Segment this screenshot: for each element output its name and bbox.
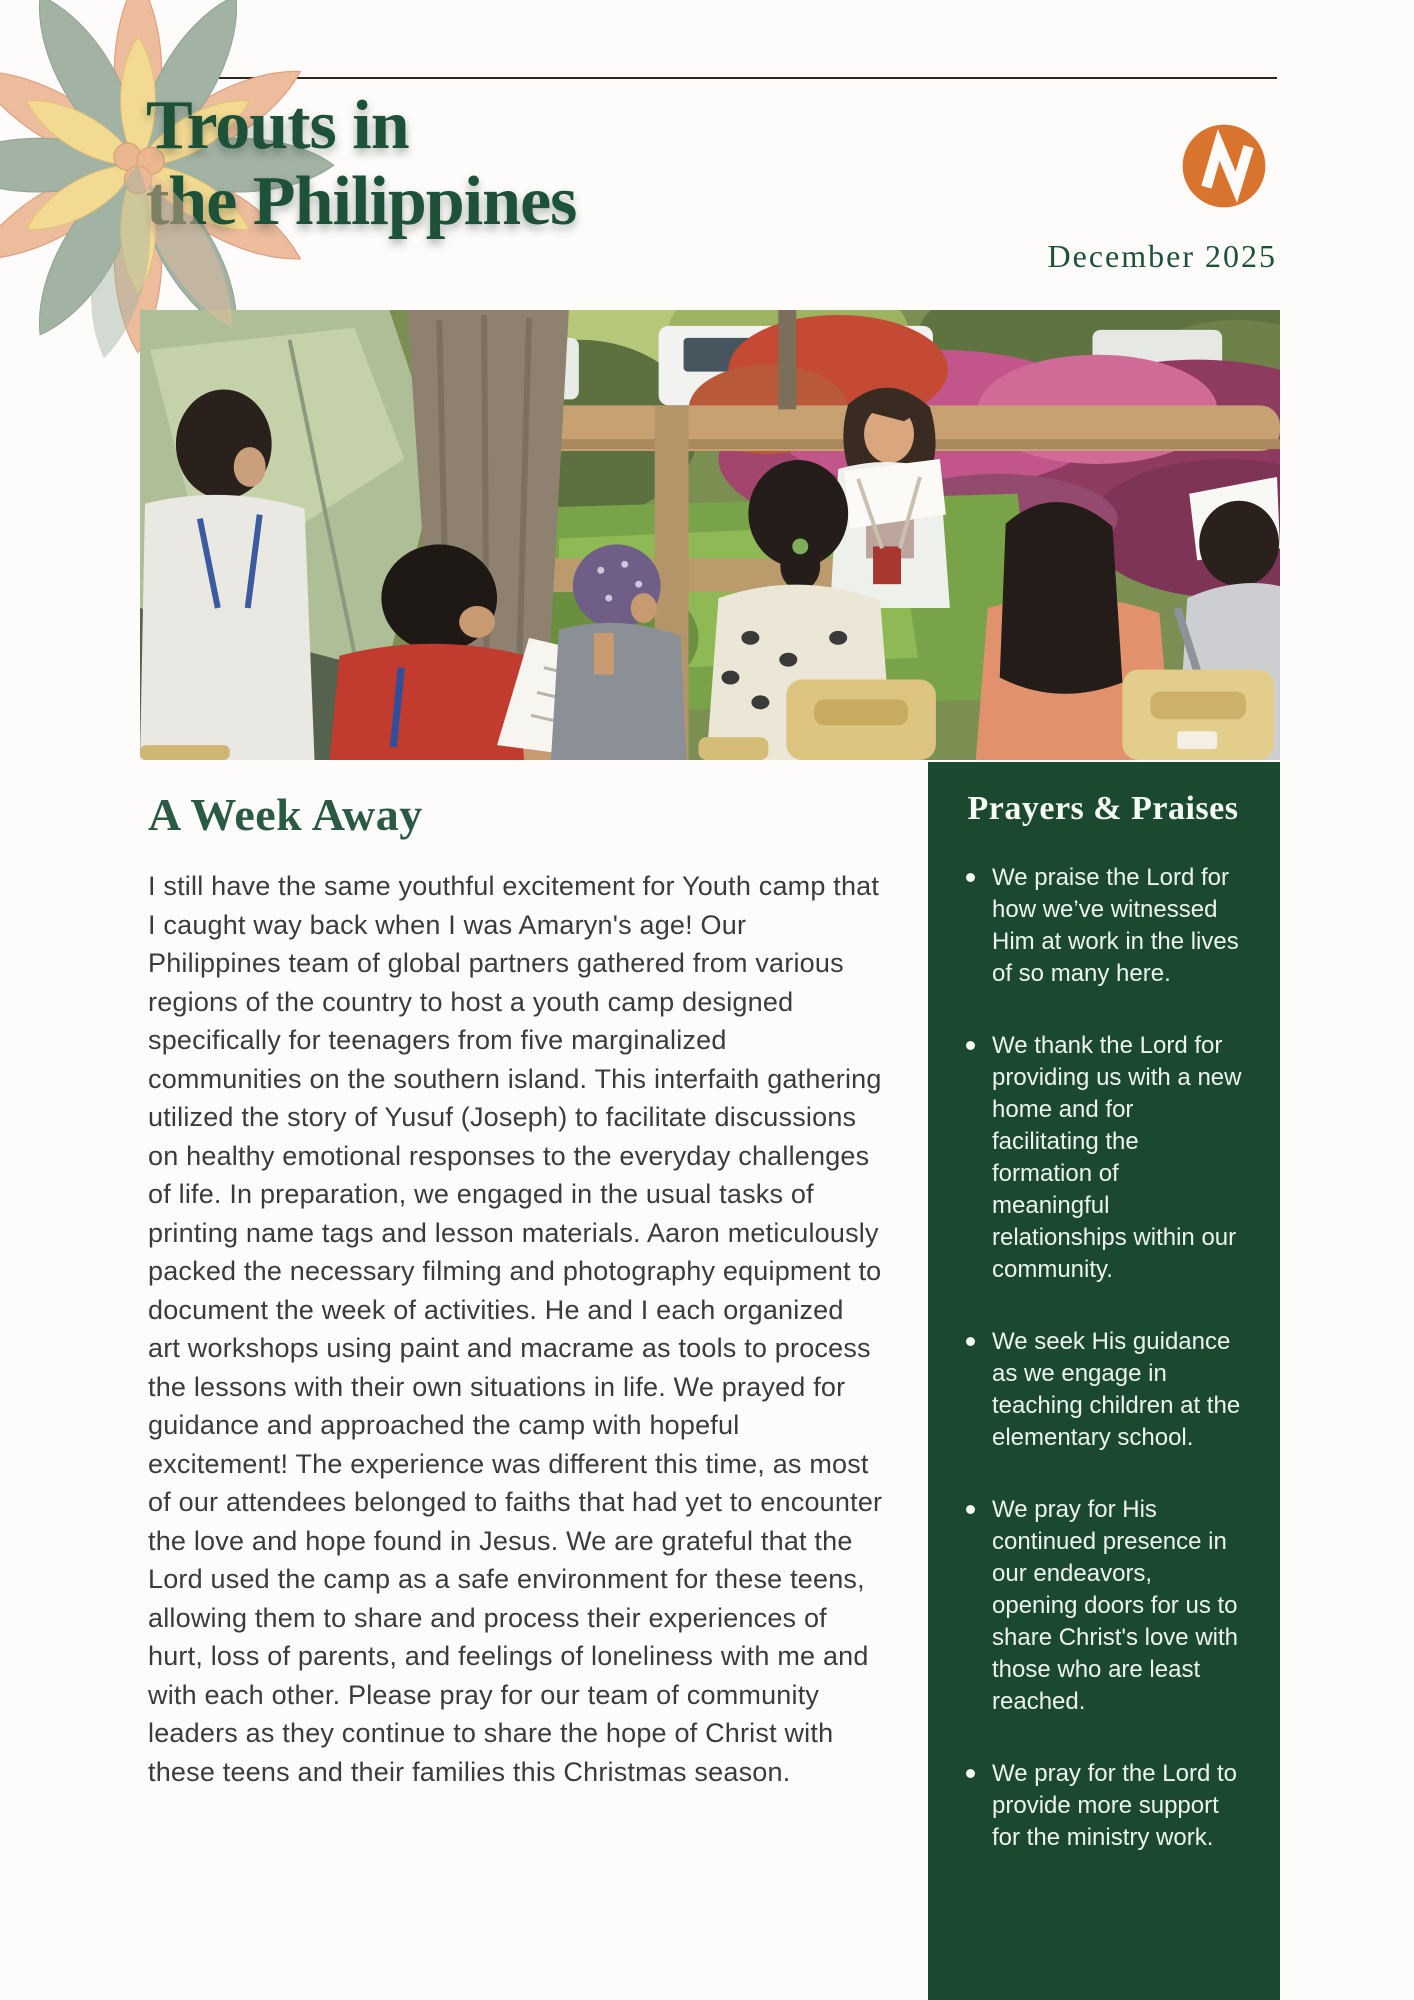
- prayer-item-text: We pray for His continued presence in our endeavors, opening doors for us to share Christ's love with those who are least reached.: [992, 1496, 1238, 1715]
- prayers-sidebar: [928, 762, 1280, 2000]
- article-body: I still have the same youthful excitement for Youth camp that I caught way back when I was Amaryn's age! Our Philippines team of global partners gathered from various regions of the country to host a youth camp designed specifically for teenagers from five marginalized communities on the southern island. This interfaith gathering utilized the story of Yusuf (Joseph) to facilitate discussions on healthy emotional responses to the everyday challenges of life. In preparation, we engaged in the usual tasks of printing name tags and lesson materials. Aaron meticulously packed the necessary filming and photography equipment to document the week of activities. He and I each organized art workshops using paint and macrame as tools to process the lessons with their own situations in life. We prayed for guidance and approached the camp with hopeful excitement! The experience was different this time, as most of our attendees belonged to faiths that had yet to encounter the love and hope found in Jesus. We are grateful that the Lord used the camp as a safe environment for these teens, allowing them to share and process their experiences of hurt, loss of parents, and feelings of loneliness with me and with each other. Please pray for our team of community leaders as they continue to share the hope of Christ with these teens and their families this Christmas season.: [148, 871, 883, 1787]
- title-line-1: Trouts in: [146, 87, 409, 164]
- org-logo-icon: [1180, 122, 1268, 210]
- prayer-item-text: We pray for the Lord to provide more support for the ministry work.: [992, 1760, 1238, 1851]
- prayer-item-text: We thank the Lord for providing us with a new home and for facilitating the formation of meaningful relationships within our community.: [992, 1032, 1242, 1283]
- prayer-item: [964, 862, 1242, 990]
- article-heading: A Week Away: [148, 789, 423, 840]
- prayer-item-text: We seek His guidance as we engage in teaching children at the elementary school.: [992, 1328, 1241, 1451]
- title-line-2: the Philippines: [146, 163, 577, 241]
- sidebar-heading: Prayers & Praises: [967, 790, 1239, 827]
- prayer-item: [964, 1030, 1242, 1286]
- prayer-item: [964, 1326, 1242, 1454]
- article: [148, 788, 883, 1791]
- newsletter-title: [146, 88, 576, 241]
- prayer-item: [964, 1494, 1242, 1718]
- issue-date: December 2025: [1047, 238, 1277, 274]
- prayer-list: [964, 862, 1242, 1854]
- camp-photo: [140, 310, 1280, 760]
- prayer-item-text: We praise the Lord for how we’ve witnessed Him at work in the lives of so many here.: [992, 864, 1239, 987]
- prayer-item: [964, 1758, 1242, 1854]
- camp-leader: [830, 388, 950, 608]
